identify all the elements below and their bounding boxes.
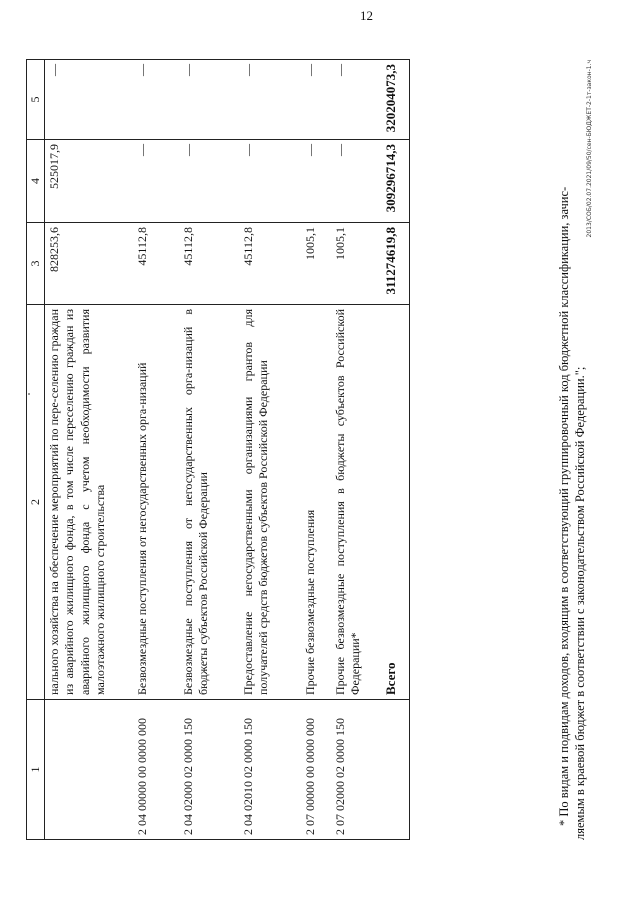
amount-col4: — <box>331 140 377 223</box>
amount-col5: — <box>301 60 331 140</box>
amount-col5: — <box>179 60 239 140</box>
table-row <box>179 60 239 840</box>
total-label: Всего <box>377 305 410 700</box>
amount-col3: 1005,1 <box>331 223 377 305</box>
table-row <box>301 60 331 840</box>
total-row <box>377 60 410 840</box>
column-header-3: 3 <box>27 223 45 305</box>
table-row <box>331 60 377 840</box>
revenue-description: Прочие безвозмездные поступления в бюджеты субъектов Российской Федерации* <box>331 305 377 700</box>
amount-col3: 45112,8 <box>133 223 179 305</box>
rotated-page-content <box>26 60 596 840</box>
budget-code: 2 07 00000 00 0000 000 <box>301 700 331 840</box>
table-header-row <box>27 60 45 840</box>
amount-col5: — <box>239 60 301 140</box>
amount-col4: — <box>239 140 301 223</box>
budget-code: 2 04 02010 02 0000 150 <box>239 700 301 840</box>
budget-code <box>45 700 133 840</box>
table-row <box>133 60 179 840</box>
amount-col5: — <box>133 60 179 140</box>
amount-col3: 45112,8 <box>239 223 301 305</box>
total-label-cell <box>377 700 410 840</box>
amount-col4: 525017,9 <box>45 140 133 223</box>
footnote <box>556 60 589 840</box>
revenue-description: Прочие безвозмездные поступления <box>301 305 331 700</box>
amount-col4: — <box>179 140 239 223</box>
revenue-description: Предоставление негосударственными организациями грантов для получателей средств бюджетов субъектов Российской Федерации <box>239 305 301 700</box>
revenue-description: нального хозяйства на обеспечение мероприятий по пере-селению граждан из аварийного жилищного фонда, в том числе переселению граждан из аварийного жилищного фонда с учетом необходимости развития малоэтажного жилищного строительства <box>45 305 133 700</box>
budget-code: 2 04 02000 02 0000 150 <box>179 700 239 840</box>
amount-col5: — <box>331 60 377 140</box>
budget-code: 2 04 00000 00 0000 000 <box>133 700 179 840</box>
column-header-4: 4 <box>27 140 45 223</box>
amount-col4: — <box>133 140 179 223</box>
amount-col3: 828253,6 <box>45 223 133 305</box>
footnote-line-1: * По видам и подвидам доходов, входящим в соответствующий группировочный код бюджетной классификации, зачис- <box>557 186 571 826</box>
amount-col4: — <box>301 140 331 223</box>
total-col5: 320204073,3 <box>377 60 410 140</box>
revenue-description: Безвозмездные поступления от негосударственных орга-низаций <box>133 305 179 700</box>
table-row <box>239 60 301 840</box>
amount-col5: — <box>45 60 133 140</box>
revenue-description: Безвозмездные поступления от негосударственных орга-низаций в бюджеты субъектов Российской Федерации <box>179 305 239 700</box>
budget-revenue-table <box>26 59 410 840</box>
column-header-2: 2 <box>27 305 45 700</box>
document-id: 2013/СОБ/02.07.2021/09/50/сен-БЮДЖЕТ-2-1т-закон-1.ч <box>586 60 593 238</box>
page-number: 12 <box>360 8 373 23</box>
table-row <box>45 60 133 840</box>
amount-col3: 45112,8 <box>179 223 239 305</box>
amount-col3: 1005,1 <box>301 223 331 305</box>
footnote-line-2: ляемым в краевой бюджет в соответствии с законодательством Российской Федерации."; <box>573 366 588 840</box>
column-header-5: 5 <box>27 60 45 140</box>
total-col4: 309296714,3 <box>377 140 410 223</box>
total-col3: 311274619,8 <box>377 223 410 305</box>
budget-code: 2 07 02000 02 0000 150 <box>331 700 377 840</box>
column-header-1: 1 <box>27 700 45 840</box>
